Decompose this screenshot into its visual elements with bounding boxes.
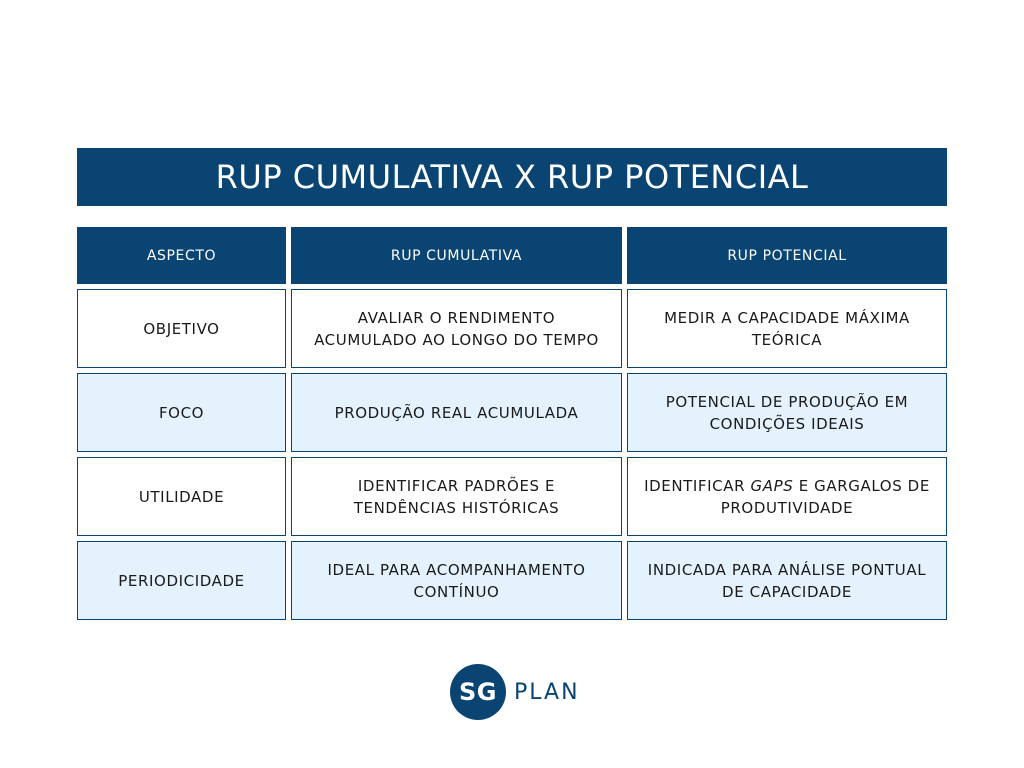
row-utilidade-potencial [627,457,947,536]
logo-word: PLAN [514,679,580,705]
potencial-italic: GAPS [750,476,794,495]
row-foco-aspecto: FOCO [77,373,286,452]
potencial-suffix: E GARGALOS DE PRODUTIVIDADE [720,476,936,517]
row-utilidade-aspecto: UTILIDADE [77,457,286,536]
row-utilidade-potencial-text [642,475,936,519]
row-objetivo-cumulativa: AVALIAR O RENDIMENTO ACUMULADO AO LONGO DO TEMPO [291,289,622,368]
row-objetivo-aspecto: OBJETIVO [77,289,286,368]
header-aspecto: ASPECTO [77,227,286,284]
row-foco-cumulativa: PRODUÇÃO REAL ACUMULADA [291,373,622,452]
row-periodicidade-cumulativa: IDEAL PARA ACOMPANHAMENTO CONTÍNUO [291,541,622,620]
logo-circle: SG [450,664,506,720]
row-foco-potencial: POTENCIAL DE PRODUÇÃO EM CONDIÇÕES IDEAIS [627,373,947,452]
row-periodicidade-aspecto: PERIODICIDADE [77,541,286,620]
sg-plan-logo [450,664,580,720]
potencial-prefix: IDENTIFICAR [644,476,751,495]
header-rup-cumulativa: RUP CUMULATIVA [291,227,622,284]
header-rup-potencial: RUP POTENCIAL [627,227,947,284]
row-utilidade-cumulativa: IDENTIFICAR PADRÕES E TENDÊNCIAS HISTÓRICAS [291,457,622,536]
row-objetivo-potencial: MEDIR A CAPACIDADE MÁXIMA TEÓRICA [627,289,947,368]
row-periodicidade-potencial: INDICADA PARA ANÁLISE PONTUAL DE CAPACIDADE [627,541,947,620]
page-title: RUP CUMULATIVA X RUP POTENCIAL [77,148,947,206]
